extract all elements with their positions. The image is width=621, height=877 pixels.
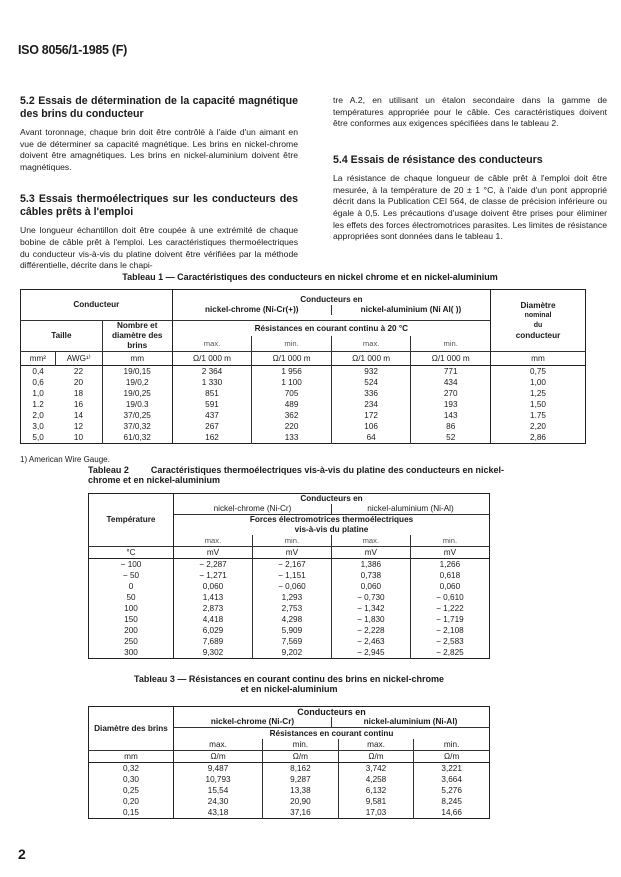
table-cell: 2,0: [32, 410, 44, 420]
t1-h-conducteurs-en-group: [172, 290, 490, 321]
section-5-4-title: 5.4 Essais de résistance des conducteurs: [333, 153, 543, 166]
t3-h-min-2: min.: [414, 739, 490, 751]
table-row: [89, 559, 490, 571]
t2-h-nicr: nickel-chrome (Ni-Cr): [213, 504, 292, 513]
table-cell: 1.75: [491, 410, 586, 421]
table-cell: 150: [124, 614, 138, 624]
t1-h-nombre: Nombre et diamètre des brins: [102, 321, 172, 352]
table-cell: 1,50: [491, 399, 586, 410]
table-cell: 0,738: [331, 570, 410, 581]
table2-caption-text: Caractéristiques thermoélectriques vis-à-vis du platine des conducteurs en nickel-chrome et en nickel-aluminium: [88, 465, 504, 485]
table-row: [89, 614, 490, 625]
table-cell: 3,0: [32, 421, 44, 431]
t1-h-min-1: min.: [252, 336, 332, 352]
table-row: [89, 796, 490, 807]
t1-h-diam-line2: nominal: [524, 311, 552, 319]
table-cell: 1,25: [491, 388, 586, 399]
table-cell: − 2,108: [410, 625, 489, 636]
table-row: [21, 399, 586, 410]
table-cell: 4,418: [174, 614, 253, 625]
table-cell: 106: [331, 421, 411, 432]
table-cell: 9,287: [263, 774, 339, 785]
table-cell: 6,132: [338, 785, 414, 796]
table-cell: 220: [252, 421, 332, 432]
table-cell: 8,245: [414, 796, 490, 807]
table-row: [89, 625, 490, 636]
table3-caption: [88, 674, 490, 694]
table-row: [89, 592, 490, 603]
table-cell: 61/0,32: [102, 432, 172, 444]
t3-h-resistances: Résistances en courant continu: [174, 728, 490, 740]
table-cell: − 1,830: [331, 614, 410, 625]
table-cell: 4,258: [338, 774, 414, 785]
table3-caption-line1: Tableau 3 — Résistances en courant continu des brins en nickel-chrome: [134, 674, 444, 684]
t1-h-diametre: [491, 290, 586, 352]
t1-unit-ohm-4: Ω/1 000 m: [411, 352, 491, 366]
table-cell: 267: [172, 421, 252, 432]
table-cell: 0,060: [331, 581, 410, 592]
t1-unit-mm2: mm²: [21, 352, 56, 366]
table-cell: − 2,287: [174, 559, 253, 571]
t1-h-max-1: max.: [172, 336, 252, 352]
table-cell: 5,276: [414, 785, 490, 796]
table-cell: 50: [126, 592, 136, 602]
t3-unit-mm: mm: [89, 751, 174, 763]
table-cell: 52: [411, 432, 491, 444]
t2-h-fem: [174, 515, 490, 536]
table-cell: − 0,060: [252, 581, 331, 592]
t2-h-conducteurs-en: Conducteurs en: [300, 494, 363, 503]
table-row: [89, 603, 490, 614]
table-cell: 133: [252, 432, 332, 444]
t2-h-fem-line1: Forces électromotrices thermoélectriques: [249, 515, 414, 524]
table-cell: − 100: [89, 559, 174, 571]
t1-h-diam-line1: Diamètre: [520, 300, 556, 310]
table-row: [89, 570, 490, 581]
table-cell: 43,18: [174, 807, 263, 819]
table-cell: 0,15: [123, 807, 139, 817]
table-cell: 1 330: [172, 377, 252, 388]
table-cell: 64: [331, 432, 411, 444]
table-row: [89, 807, 490, 819]
t3-unit-ohm-4: Ω/m: [414, 751, 490, 763]
table-cell: 2 364: [172, 366, 252, 378]
table-cell: 12: [73, 421, 83, 431]
table-cell: 9,581: [338, 796, 414, 807]
table-cell: 4,298: [252, 614, 331, 625]
table-cell: 0: [128, 581, 134, 591]
table1-footnote: 1) American Wire Gauge.: [20, 455, 110, 464]
table-row: [21, 410, 586, 421]
t1-h-max-2: max.: [331, 336, 411, 352]
table-cell: 0,6: [32, 377, 44, 387]
table-cell: 5,909: [252, 625, 331, 636]
table-cell: − 0,730: [331, 592, 410, 603]
table-cell: 0,32: [89, 763, 174, 775]
table-cell: 0,4: [21, 366, 56, 378]
table-cell: 2,86: [491, 432, 586, 444]
t1-h-taille: Taille: [21, 321, 103, 352]
t1-h-resistances: Résistances en courant continu à 20 °C: [172, 321, 490, 337]
table-cell: 37/0,32: [102, 421, 172, 432]
table-row: [21, 421, 586, 432]
right-column: [333, 95, 607, 253]
section-5-3-body-cont: tre A.2, en utilisant un étalon secondaire dans la gamme de températures appropriée pour le câble. Ces caractéristiques doivent être conformes aux exigences spécifiées dans le tableau 2.: [333, 95, 607, 129]
t3-h-max-1: max.: [174, 739, 263, 751]
table3: [88, 706, 490, 819]
table-cell: 270: [411, 388, 491, 399]
table-cell: − 2,167: [252, 559, 331, 571]
table-cell: − 1,342: [331, 603, 410, 614]
table-cell: − 1,719: [410, 614, 489, 625]
table-row: [21, 366, 586, 378]
table-cell: 362: [252, 410, 332, 421]
t3-h-diametre: Diamètre des brins: [94, 723, 168, 733]
t2-unit-c: °C: [89, 547, 174, 559]
table-cell: − 2,463: [331, 636, 410, 647]
left-column: [20, 95, 298, 282]
table-cell: 9,202: [252, 647, 331, 659]
t2-h-conducteurs-group: [174, 494, 490, 515]
table-cell: 1.2: [32, 399, 44, 409]
table-cell: 19/0,15: [102, 366, 172, 378]
table-cell: 1,266: [410, 559, 489, 571]
t1-unit-mm: mm: [102, 352, 172, 366]
t1-body: [21, 366, 586, 444]
t2-unit-mv-1: mV: [174, 547, 253, 559]
table-cell: 434: [411, 377, 491, 388]
table-row: [89, 636, 490, 647]
table-cell: − 2,583: [410, 636, 489, 647]
table-cell: 1,00: [491, 377, 586, 388]
table-row: [89, 581, 490, 592]
table3-caption-line2: et en nickel-aluminium: [240, 684, 338, 694]
table-cell: 37/0,25: [102, 410, 172, 421]
table-cell: 3,664: [414, 774, 490, 785]
table-cell: 6,029: [174, 625, 253, 636]
table-cell: 0,20: [123, 796, 139, 806]
table1-caption: Tableau 1 — Caractéristiques des conducteurs en nickel chrome et en nickel-aluminium: [122, 272, 498, 282]
table-cell: 8,162: [263, 763, 339, 775]
t3-h-min-1: min.: [263, 739, 339, 751]
t1-h-min-2: min.: [411, 336, 491, 352]
table-cell: 1 100: [252, 377, 332, 388]
table-cell: 86: [411, 421, 491, 432]
t3-h-max-2: max.: [338, 739, 414, 751]
section-5-2-title: 5.2 Essais de détermination de la capacité magnétique des brins du conducteur: [20, 95, 298, 120]
table-cell: 20,90: [263, 796, 339, 807]
table-cell: 3,742: [338, 763, 414, 775]
t2-h-max-2: max.: [331, 535, 410, 547]
t2-h-fem-line2: vis-à-vis du platine: [294, 525, 369, 534]
t2-h-min-2: min.: [410, 535, 489, 547]
t1-h-conducteurs-en: Conducteurs en: [300, 295, 363, 304]
table-cell: 14,66: [414, 807, 490, 819]
table-row: [89, 763, 490, 775]
table-cell: − 2,228: [331, 625, 410, 636]
t2-unit-mv-3: mV: [331, 547, 410, 559]
table-cell: 10: [73, 432, 83, 442]
table-cell: 17,03: [338, 807, 414, 819]
table-cell: 489: [252, 399, 332, 410]
table-cell: 162: [172, 432, 252, 444]
t2-body: [89, 559, 490, 659]
table-cell: − 50: [122, 570, 140, 580]
table-cell: 234: [331, 399, 411, 410]
t2-h-nial: nickel-aluminium (Ni-Al): [331, 504, 489, 514]
table-cell: 143: [411, 410, 491, 421]
table-cell: − 1,271: [174, 570, 253, 581]
table-cell: 932: [331, 366, 411, 378]
table-cell: 24,30: [174, 796, 263, 807]
table-row: [89, 785, 490, 796]
table-cell: 524: [331, 377, 411, 388]
table2: [88, 493, 490, 659]
table-cell: 37,16: [263, 807, 339, 819]
table-cell: 1,386: [331, 559, 410, 571]
table-cell: 10,793: [174, 774, 263, 785]
table-cell: 0,75: [491, 366, 586, 378]
table-cell: 19/0,25: [102, 388, 172, 399]
t3-unit-ohm-1: Ω/m: [174, 751, 263, 763]
table-row: [21, 388, 586, 399]
table-cell: 851: [172, 388, 252, 399]
section-5-2-body: Avant toronnage, chaque brin doit être contrôlé à l'aide d'un aimant en vue de déterminer sa capacité magnétique. Les brins en nickel-chrome doivent être amagnétiques. Les brins en nickel-aluminium doivent être magnétiques.: [20, 127, 298, 172]
table-cell: 19/0.3: [102, 399, 172, 410]
table-cell: 3,221: [414, 763, 490, 775]
page-number: 2: [18, 846, 26, 862]
table-cell: 2,753: [252, 603, 331, 614]
table-cell: 18: [73, 388, 83, 398]
t2-unit-mv-2: mV: [252, 547, 331, 559]
table-row: [89, 647, 490, 659]
document-header: ISO 8056/1-1985 (F): [18, 43, 127, 57]
table-cell: − 0,610: [410, 592, 489, 603]
table-cell: 437: [172, 410, 252, 421]
table-cell: 0,618: [410, 570, 489, 581]
table-cell: 1,293: [252, 592, 331, 603]
t1-unit-awg: AWG¹⁾: [55, 352, 102, 366]
table-cell: 705: [252, 388, 332, 399]
table-cell: 15,54: [174, 785, 263, 796]
t2-unit-mv-4: mV: [410, 547, 489, 559]
t1-unit-mm-2: mm: [491, 352, 586, 366]
table2-caption-label: Tableau 2: [88, 465, 129, 475]
table-cell: 1 956: [252, 366, 332, 378]
table-cell: 14: [73, 410, 83, 420]
table-cell: 300: [124, 647, 138, 657]
table-cell: 9,302: [174, 647, 253, 659]
section-5-4-body: La résistance de chaque longueur de câble prêt à l'emploi doit être mesurée, à la température de 20 ± 1 °C, à l'aide d'un pont approprié décrit dans la Publication CEI 564, de classe de précision inférieure ou égale à 0,5. Les précautions d'usage doivent être prises pour éliminer les effets des forces électromotrices parasites. Les limites de résistance appropriées sont données dans le tableau 1.: [333, 173, 607, 242]
table-cell: − 2,825: [410, 647, 489, 659]
t2-h-min-1: min.: [252, 535, 331, 547]
section-5-3-title: 5.3 Essais thermoélectriques sur les conducteurs des câbles prêts à l'emploi: [20, 193, 298, 218]
t2-h-temperature: Température: [106, 515, 156, 524]
table-cell: 7,689: [174, 636, 253, 647]
table-row: [89, 774, 490, 785]
t2-h-max-1: max.: [174, 535, 253, 547]
table-cell: 771: [411, 366, 491, 378]
section-5-3-body-start: Une longueur échantillon doit être coupée à une extrémité de chaque bobine de câble prêt à l'emploi. Les caractéristiques thermoélectriques du conducteur vis-à-vis du platine doivent être vérifiées par la méthode différentielle, décrite dans le chapi-: [20, 225, 298, 271]
table-cell: 250: [124, 636, 138, 646]
table-cell: − 1,151: [252, 570, 331, 581]
table-row: [21, 377, 586, 388]
table-cell: 336: [331, 388, 411, 399]
table-cell: 19/0,2: [102, 377, 172, 388]
table-cell: 0,30: [123, 774, 139, 784]
table-cell: 1,0: [32, 388, 44, 398]
table-cell: 22: [55, 366, 102, 378]
table-cell: 5,0: [32, 432, 44, 442]
t3-h-conducteurs-en: Conducteurs en: [297, 707, 366, 717]
t1-h-conducteur: Conducteur: [73, 300, 120, 309]
table-cell: 2,873: [174, 603, 253, 614]
table-cell: 13,38: [263, 785, 339, 796]
t1-unit-ohm-1: Ω/1 000 m: [172, 352, 252, 366]
table-cell: 9,487: [174, 763, 263, 775]
table-row: [21, 432, 586, 444]
t3-h-conducteurs-group: [174, 707, 490, 728]
t3-h-nial: nickel-aluminium (Ni-Al): [331, 717, 489, 727]
t1-unit-ohm-3: Ω/1 000 m: [331, 352, 411, 366]
table2-caption: [88, 465, 528, 485]
table-cell: − 1,222: [410, 603, 489, 614]
t1-h-diam-line3: du: [533, 321, 543, 329]
table-cell: 7,569: [252, 636, 331, 647]
table1: [20, 289, 586, 444]
t1-h-nicr: nickel-chrome (Ni-Cr(+)): [205, 305, 299, 314]
t1-h-diam-line4: conducteur: [515, 330, 561, 340]
table-cell: − 2,945: [331, 647, 410, 659]
t1-h-nial: nickel-aluminium (Ni Al( )): [331, 305, 490, 315]
table-cell: 2,20: [491, 421, 586, 432]
table-cell: 172: [331, 410, 411, 421]
table-cell: 16: [73, 399, 83, 409]
t1-unit-ohm-2: Ω/1 000 m: [252, 352, 332, 366]
table-cell: 100: [124, 603, 138, 613]
t3-body: [89, 763, 490, 819]
table-cell: 20: [73, 377, 83, 387]
table-cell: 200: [124, 625, 138, 635]
t3-unit-ohm-2: Ω/m: [263, 751, 339, 763]
table-cell: 0,25: [123, 785, 139, 795]
t3-h-nicr: nickel-chrome (Ni-Cr): [210, 717, 295, 726]
t3-unit-ohm-3: Ω/m: [338, 751, 414, 763]
table-cell: 0,060: [410, 581, 489, 592]
table-cell: 1,413: [174, 592, 253, 603]
table-cell: 0,060: [174, 581, 253, 592]
table-cell: 193: [411, 399, 491, 410]
table-cell: 591: [172, 399, 252, 410]
